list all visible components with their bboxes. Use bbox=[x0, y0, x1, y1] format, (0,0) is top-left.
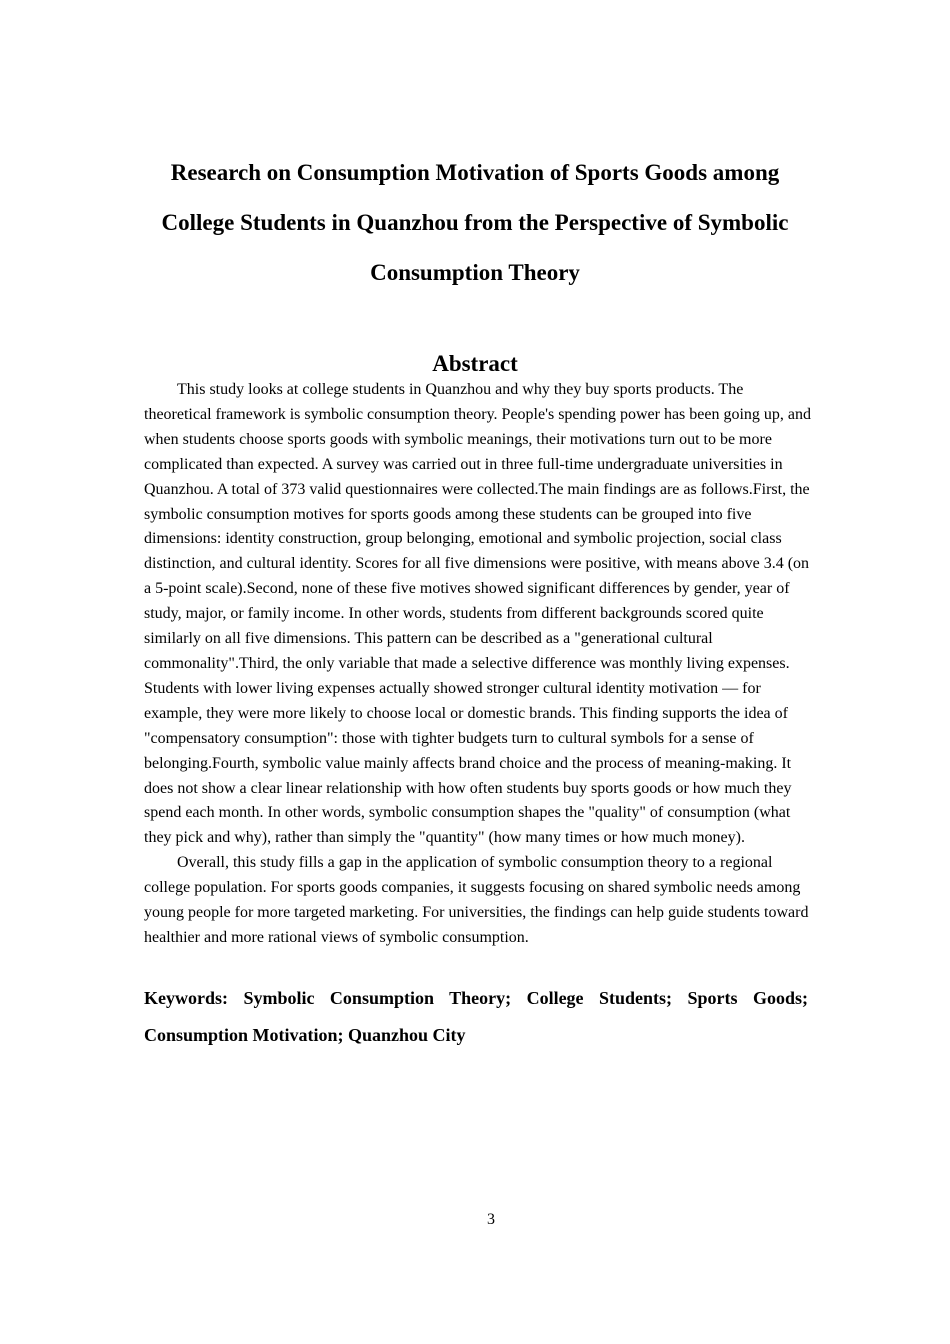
abstract-paragraph-2: Overall, this study fills a gap in the application of symbolic consumption theory to a regional college population. For sports goods companies, it suggests focusing on shared symbolic needs among young people for more targeted marketing. For universities, the findings can help guide students toward healthier and more rational views of symbolic consumption. bbox=[144, 854, 809, 946]
abstract-body bbox=[144, 378, 812, 951]
paper-title-line-3: Consumption Theory bbox=[370, 260, 580, 285]
abstract-paragraph-1: This study looks at college students in Quanzhou and why they buy sports products. The theoretical framework is symbolic consumption theory. People's spending power has been going up, and when students choose sports goods with symbolic meanings, their motivations turn out to be more complicated than expected. A survey was carried out in three full-time undergraduate universities in Quanzhou. A total of 373 valid questionnaires were collected.The main findings are as follows.First, the symbolic consumption motives for sports goods among these students can be grouped into five dimensions: identity construction, group belonging, emotional and symbolic projection, social class distinction, and cultural identity. Scores for all five dimensions were positive, with means above 3.4 (on a 5-point scale).Second, none of these five motives showed significant differences by gender, year of study, major, or family income. In other words, students from different backgrounds scored quite similarly on all five dimensions. This pattern can be described as a "generational cultural commonality".Third, the only variable that made a selective difference was monthly living expenses. Students with lower living expenses actually showed stronger cultural identity motivation — for example, they were more likely to choose local or domestic brands. This finding supports the idea of "compensatory consumption": those with tighter budgets turn to cultural symbols for a sense of belonging.Fourth, symbolic value mainly affects brand choice and the process of meaning-making. It does not show a clear linear relationship with how often students buy sports goods or how much they spend each month. In other words, symbolic consumption shapes the "quality" of consumption (what they pick and why), rather than simply the "quantity" (how many times or how much money). bbox=[144, 381, 812, 847]
paper-title-line-1: Research on Consumption Motivation of Sports Goods among bbox=[170, 160, 780, 185]
abstract-heading: Abstract bbox=[432, 351, 518, 376]
paper-title bbox=[120, 148, 830, 298]
page-number: 3 bbox=[487, 1211, 495, 1228]
paper-title-line-2: College Students in Quanzhou from the Perspective of Symbolic bbox=[161, 210, 789, 235]
keywords: Keywords: Symbolic Consumption Theory; College Students; Sports Goods; Consumption Motivation; Quanzhou City bbox=[144, 988, 808, 1045]
